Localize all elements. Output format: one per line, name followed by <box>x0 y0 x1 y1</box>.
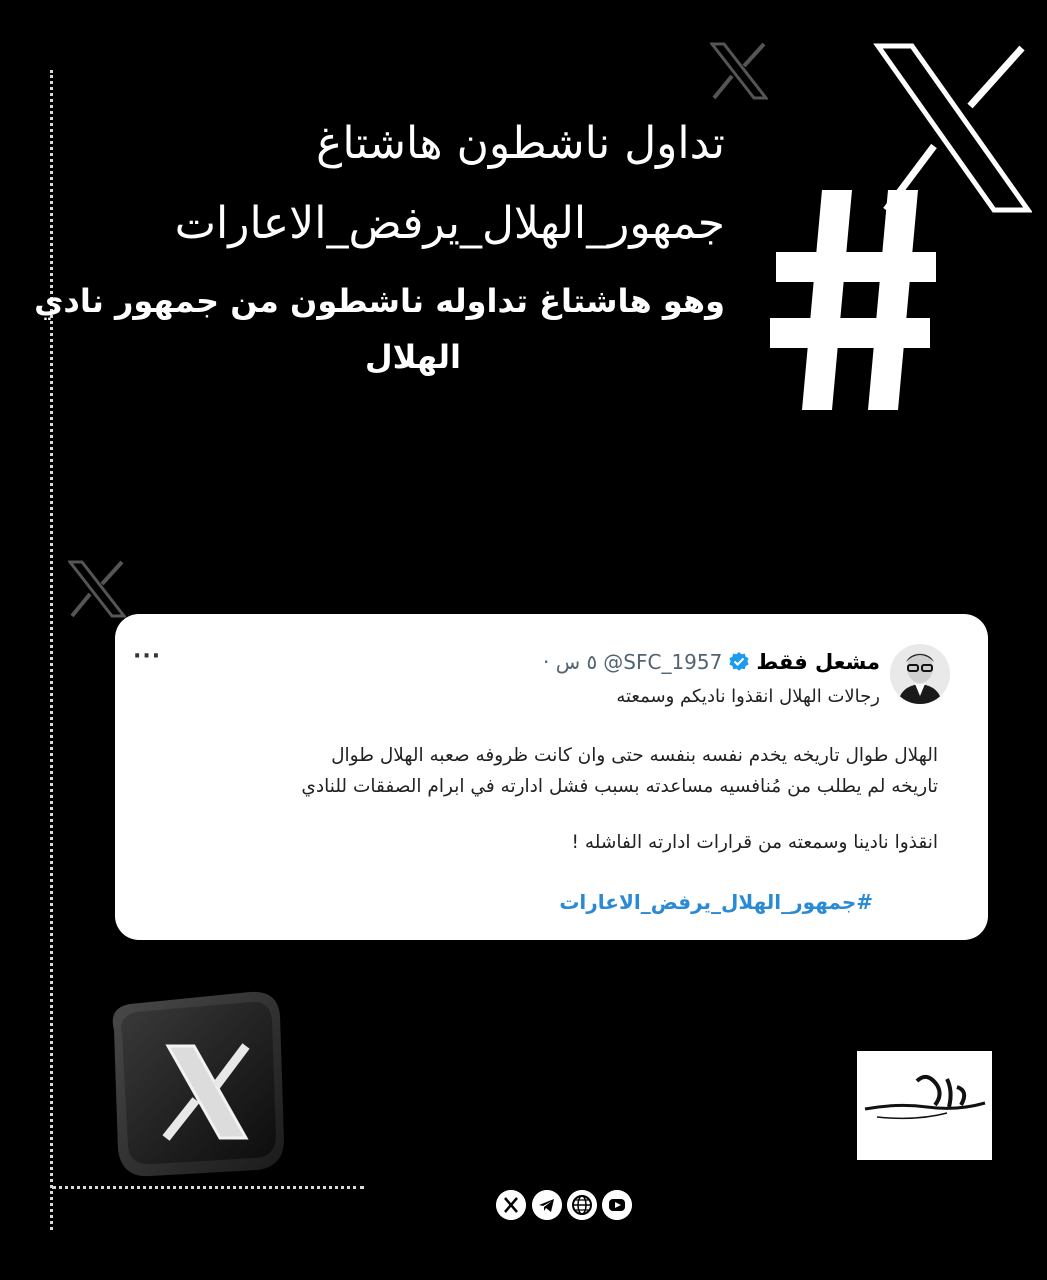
youtube-icon[interactable] <box>602 1190 632 1220</box>
headline-line-2: جمهور_الهلال_يرفض_الاعارات <box>174 198 725 249</box>
tweet-body-line-3: انقذوا نادينا وسمعته من قرارات ادارته الفاشله ! <box>571 832 938 853</box>
brand-logo <box>857 1051 992 1160</box>
verified-badge-icon <box>728 651 750 673</box>
x-icon[interactable] <box>496 1190 526 1220</box>
dotted-divider-vertical <box>50 70 53 1230</box>
tweet-time: · ٥ س <box>543 650 598 674</box>
hash-icon <box>770 170 940 420</box>
headline-line-1: تداول ناشطون هاشتاغ <box>316 118 725 169</box>
headline-line-3: وهو هاشتاغ تداوله ناشطون من جمهور نادي <box>34 282 725 320</box>
display-name[interactable]: مشعل فقط <box>756 650 880 674</box>
avatar[interactable] <box>890 644 950 704</box>
globe-icon[interactable] <box>567 1190 597 1220</box>
tweet-body <box>301 740 938 802</box>
tweet-hashtag-link[interactable]: #جمهور_الهلال_يرفض_الاعارات <box>559 890 873 914</box>
x-app-tile-icon <box>100 990 290 1180</box>
headline-line-4: الهلال <box>364 338 461 376</box>
telegram-icon[interactable] <box>532 1190 562 1220</box>
more-options-icon[interactable]: ··· <box>133 644 162 669</box>
x-outline-icon <box>710 42 768 100</box>
tweet-body-line-1: الهلال طوال تاريخه يخدم نفسه بنفسه حتى وان كانت ظروفه صعبه الهلال طوال <box>331 745 938 766</box>
x-outline-icon <box>68 560 126 618</box>
tweet-header <box>543 650 880 674</box>
user-handle[interactable]: @SFC_1957 <box>603 650 723 674</box>
dotted-divider-horizontal <box>52 1186 364 1189</box>
tweet-subline: رجالات الهلال انقذوا ناديكم وسمعته <box>616 686 880 707</box>
tweet-card <box>115 614 988 940</box>
tweet-body-line-2: تاريخه لم يطلب من مُنافسيه مساعدته بسبب فشل ادارته في ابرام الصفقات للنادي <box>301 776 938 797</box>
